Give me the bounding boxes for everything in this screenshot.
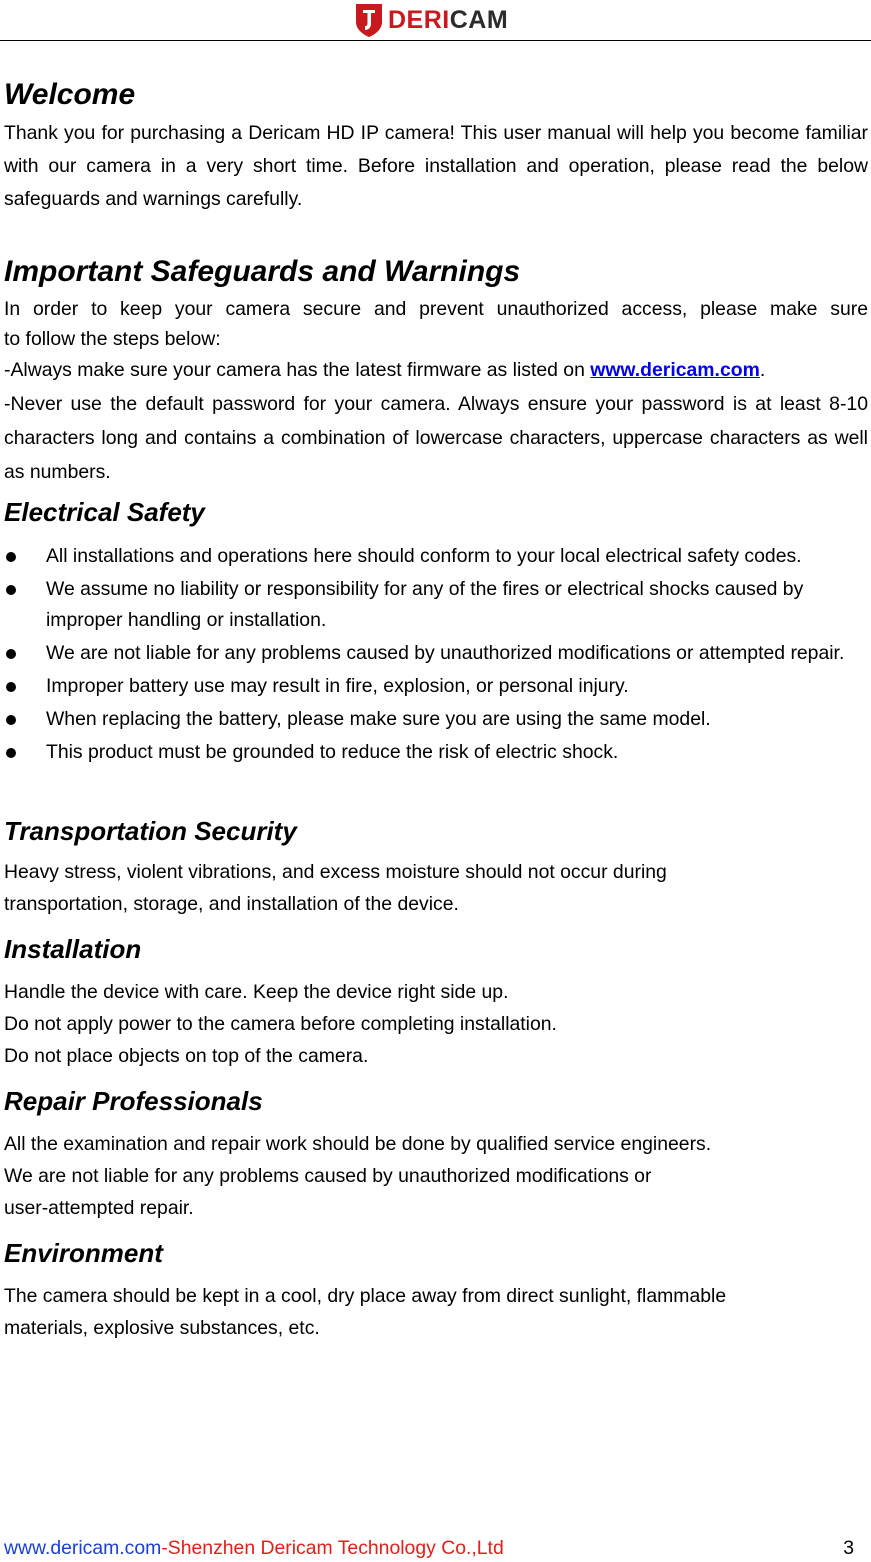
repair-line: user-attempted repair.: [4, 1197, 194, 1219]
welcome-paragraph: Thank you for purchasing a Dericam HD IP camera! This user manual will help you become familiar with our camera in a very short time. Before installation and operation, please read the below safeguards and warnings carefully.: [4, 122, 868, 210]
list-item-text: We are not liable for any problems caused by unauthorized modifications or attempted repair.: [46, 642, 845, 664]
repair-section: [4, 1084, 868, 1224]
transportation-heading: Transportation Security: [4, 816, 297, 846]
list-item: [4, 574, 868, 636]
bullet-icon: [6, 748, 16, 758]
environment-heading: Environment: [4, 1238, 163, 1268]
list-item: [4, 541, 868, 572]
transportation-section: [4, 814, 868, 920]
electrical-safety-section: [4, 495, 868, 768]
dericam-shield-icon: [354, 2, 384, 38]
firmware-note-text: -Always make sure your camera has the latest firmware as listed on: [4, 359, 591, 381]
page-footer: [4, 1536, 854, 1560]
list-item-text: When replacing the battery, please make sure you are using the same model.: [46, 708, 711, 730]
installation-line: Do not place objects on top of the camera.: [4, 1045, 369, 1067]
logo-wordmark-dark: CAM: [449, 5, 509, 34]
bullet-icon: [6, 682, 16, 692]
environment-line2: materials, explosive substances, etc.: [4, 1317, 320, 1339]
safeguards-heading: Important Safeguards and Warnings: [4, 255, 521, 288]
transportation-line2: transportation, storage, and installation of the device.: [4, 893, 459, 915]
electrical-safety-list: [4, 541, 868, 768]
electrical-safety-heading: Electrical Safety: [4, 497, 205, 527]
transportation-line1: Heavy stress, violent vibrations, and excess moisture should not occur during: [4, 861, 667, 883]
list-item-text: Improper battery use may result in fire, explosion, or personal injury.: [46, 675, 629, 697]
environment-section: [4, 1236, 868, 1344]
bullet-icon: [6, 715, 16, 725]
bullet-icon: [6, 552, 16, 562]
welcome-heading: Welcome: [4, 78, 136, 111]
manual-content: [4, 76, 868, 1344]
dericam-website-link[interactable]: www.dericam.com: [590, 359, 760, 381]
footer-company-name: Shenzhen Dericam Technology Co.,Ltd: [167, 1537, 504, 1559]
page-number: 3: [843, 1537, 854, 1559]
welcome-section: [4, 76, 868, 216]
environment-line1: The camera should be kept in a cool, dry place away from direct sunlight, flammable: [4, 1285, 727, 1307]
footer-separator: -: [161, 1537, 168, 1559]
list-item: [4, 737, 868, 768]
logo-wordmark-red: DERI: [388, 5, 450, 34]
page-header: [0, 0, 871, 42]
list-item-text: We assume no liability or responsibility for any of the fires or electrical shocks caused by improper handling or installation.: [46, 578, 804, 631]
footer-website-link[interactable]: www.dericam.com: [4, 1537, 162, 1559]
bullet-icon: [6, 585, 16, 595]
repair-heading: Repair Professionals: [4, 1086, 263, 1116]
installation-line: Handle the device with care. Keep the device right side up.: [4, 981, 509, 1003]
safeguards-intro-line2: to follow the steps below:: [4, 328, 221, 350]
installation-heading: Installation: [4, 934, 142, 964]
firmware-note-suffix: .: [759, 359, 766, 381]
safeguards-intro-line1: In order to keep your camera secure and prevent unauthorized access, please make sure: [4, 298, 868, 320]
list-item: [4, 671, 868, 702]
repair-line: We are not liable for any problems caused by unauthorized modifications or: [4, 1165, 652, 1187]
dericam-logo: [354, 2, 508, 38]
header-divider: [0, 40, 871, 41]
list-item: [4, 638, 868, 669]
password-note: -Never use the default password for your camera. Always ensure your password is at least 8-10 characters long and contains a combination of lowercase characters, uppercase characters as well as numbers.: [4, 393, 868, 483]
list-item-text: All installations and operations here should conform to your local electrical safety codes.: [46, 545, 802, 567]
firmware-note: [4, 354, 868, 387]
safeguards-section: [4, 253, 868, 489]
list-item-text: This product must be grounded to reduce the risk of electric shock.: [46, 741, 619, 763]
list-item: [4, 704, 868, 735]
repair-line: All the examination and repair work should be done by qualified service engineers.: [4, 1133, 712, 1155]
installation-section: [4, 932, 868, 1072]
installation-line: Do not apply power to the camera before completing installation.: [4, 1013, 557, 1035]
bullet-icon: [6, 649, 16, 659]
logo-wordmark: [388, 5, 509, 34]
